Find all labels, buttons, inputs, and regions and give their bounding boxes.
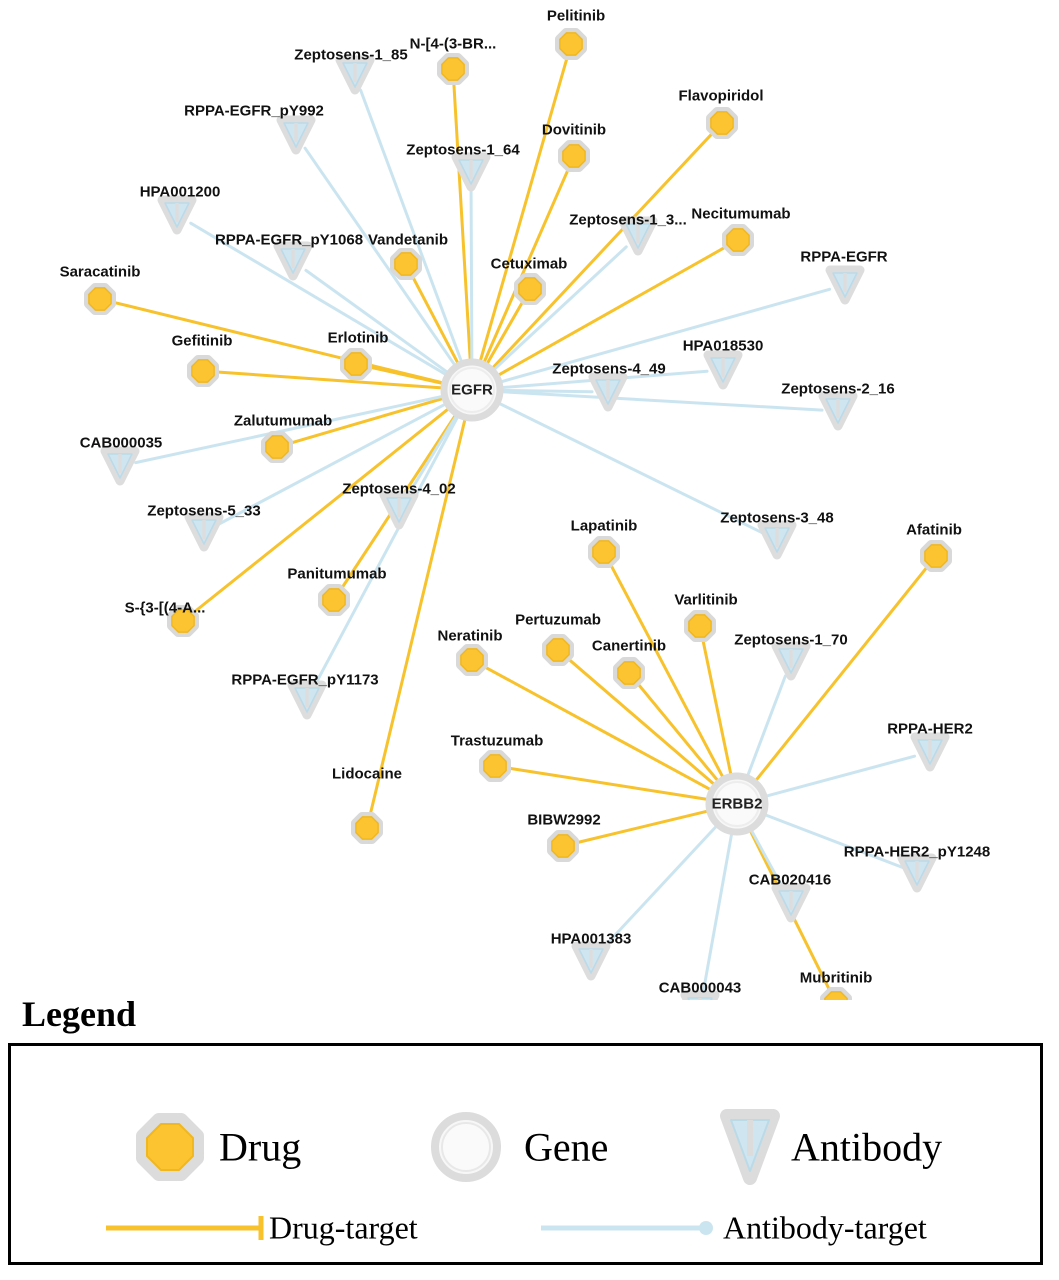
- antibody-node[interactable]: [708, 355, 738, 385]
- drug-label: Vandetanib: [367, 231, 449, 249]
- drug-node[interactable]: [355, 816, 379, 840]
- antibody-node[interactable]: [292, 685, 322, 715]
- antibody-node[interactable]: [776, 888, 806, 918]
- drug-node[interactable]: [265, 435, 289, 459]
- drug-label: Erlotinib: [327, 329, 389, 347]
- drug-label: Cetuximab: [490, 255, 568, 273]
- drug-label: Canertinib: [591, 637, 667, 655]
- legend-label-drug: Drug: [219, 1124, 302, 1170]
- antibody-node[interactable]: [162, 200, 192, 230]
- antibody-label: Zeptosens-4_02: [342, 480, 456, 498]
- drug-node[interactable]: [559, 32, 583, 56]
- drug-node[interactable]: [322, 588, 346, 612]
- edge-antibody-2: [471, 188, 472, 360]
- drug-label: N-[4-(3-BR...: [409, 35, 497, 53]
- antibody-node[interactable]: [762, 525, 792, 555]
- antibody-label: Zeptosens-3_48: [720, 509, 834, 527]
- drug-node[interactable]: [191, 359, 215, 383]
- drug-body: [689, 615, 711, 637]
- legend-label-drug-target: Drug-target: [269, 1209, 418, 1246]
- drug-node[interactable]: [518, 277, 542, 301]
- drug-body: [395, 253, 417, 275]
- drug-body: [484, 755, 506, 777]
- edge-drug-11: [756, 568, 926, 780]
- drug-body: [266, 436, 288, 458]
- antibody-label: CAB000043: [658, 979, 742, 997]
- drug-body: [618, 662, 640, 684]
- drug-node[interactable]: [726, 228, 750, 252]
- antibody-label: Zeptosens-5_33: [147, 502, 261, 520]
- drug-label: Pelitinib: [546, 7, 606, 25]
- drug-label: Pertuzumab: [515, 611, 601, 629]
- edge-drug-13: [703, 642, 731, 775]
- drug-body: [727, 229, 749, 251]
- drug-body: [925, 545, 947, 567]
- drug-label: Panitumumab: [287, 565, 387, 583]
- drug-node[interactable]: [551, 834, 575, 858]
- antibody-label: CAB000035: [79, 434, 163, 452]
- antibody-label: RPPA-EGFR_pY992: [184, 102, 324, 120]
- antibody-label: Zeptosens-1_70: [734, 631, 848, 649]
- antibody-node[interactable]: [384, 495, 414, 525]
- legend-label-antibody: Antibody: [791, 1124, 943, 1170]
- legend-drug-icon: [143, 1120, 197, 1174]
- drug-body: [345, 353, 367, 375]
- drug-node[interactable]: [546, 638, 570, 662]
- drug-label: Lidocaine: [331, 765, 403, 783]
- antibody-node[interactable]: [281, 120, 311, 150]
- antibody-node[interactable]: [902, 858, 932, 888]
- edge-antibody-9: [502, 392, 822, 410]
- drug-label: BIBW2992: [527, 811, 601, 829]
- antibody-label: CAB020416: [748, 871, 832, 889]
- drug-label: Trastuzumab: [450, 732, 544, 750]
- drug-node[interactable]: [88, 287, 112, 311]
- edge-layer: [116, 59, 926, 994]
- drug-node[interactable]: [483, 754, 507, 778]
- drug-body: [560, 33, 582, 55]
- antibody-label: RPPA-EGFR: [800, 248, 888, 266]
- drug-node[interactable]: [460, 648, 484, 672]
- drug-label: Afatinib: [906, 521, 962, 539]
- drug-label: Varlitinib: [674, 591, 738, 609]
- antibody-node[interactable]: [105, 451, 135, 481]
- drug-node[interactable]: [394, 252, 418, 276]
- drug-body: [552, 835, 574, 857]
- gene-label-erbb2: ERBB2: [711, 795, 763, 813]
- legend-antibody-icon: [727, 1116, 773, 1178]
- antibody-node[interactable]: [340, 60, 370, 90]
- antibody-node[interactable]: [576, 946, 606, 976]
- legend-drug-target-edge: [106, 1216, 261, 1240]
- legend-antibody-target-edge: [541, 1221, 713, 1235]
- antibody-label: RPPA-HER2_pY1248: [843, 843, 991, 861]
- edge-antibody-20: [703, 834, 732, 995]
- edge-antibody-16: [766, 756, 915, 796]
- antibody-label: Zeptosens-1_3...: [569, 211, 687, 229]
- antibody-label: HPA018530: [682, 337, 764, 355]
- antibody-node[interactable]: [278, 246, 308, 276]
- legend-label-gene: Gene: [524, 1124, 609, 1170]
- legend-label-antibody-target: Antibody-target: [723, 1209, 927, 1246]
- drug-body: [89, 288, 111, 310]
- antibody-node[interactable]: [593, 377, 623, 407]
- drug-node[interactable]: [924, 544, 948, 568]
- edge-drug-17: [639, 685, 718, 781]
- drug-node[interactable]: [688, 614, 712, 638]
- antibody-node[interactable]: [189, 517, 219, 547]
- antibody-node[interactable]: [915, 737, 945, 767]
- antibody-label: RPPA-EGFR_pY1173: [231, 671, 379, 689]
- legend-gene-icon: [435, 1116, 497, 1178]
- drug-label: Flavopiridol: [678, 87, 764, 105]
- antibody-label: Zeptosens-2_16: [781, 380, 895, 398]
- drug-label: Necitumumab: [691, 205, 791, 223]
- drug-node[interactable]: [710, 111, 734, 135]
- drug-label: Saracatinib: [59, 263, 141, 281]
- drug-label: Neratinib: [437, 627, 503, 645]
- drug-body: [192, 360, 214, 382]
- drug-label: Mubritinib: [799, 969, 873, 987]
- legend-box: [8, 1043, 1043, 1265]
- edge-antibody-14: [748, 676, 786, 776]
- drug-label: S-{3-[(4-A...: [124, 599, 206, 617]
- antibody-label: RPPA-HER2: [887, 720, 973, 738]
- antibody-label: HPA001200: [139, 183, 221, 201]
- drug-body: [461, 649, 483, 671]
- drug-body: [519, 278, 541, 300]
- gene-label-egfr: EGFR: [451, 381, 493, 399]
- drug-body: [442, 58, 464, 80]
- drug-body: [323, 589, 345, 611]
- drug-node[interactable]: [824, 991, 848, 1000]
- antibody-node[interactable]: [823, 396, 853, 426]
- drug-node[interactable]: [592, 540, 616, 564]
- drug-label: Zalutumumab: [233, 412, 333, 430]
- edge-drug-1: [454, 85, 470, 360]
- drug-node[interactable]: [617, 661, 641, 685]
- edge-drug-8: [372, 367, 443, 383]
- drug-body: [356, 817, 378, 839]
- antibody-label: Zeptosens-1_64: [406, 141, 520, 159]
- antibody-node[interactable]: [776, 646, 806, 676]
- drug-body: [563, 145, 585, 167]
- drug-label: Dovitinib: [541, 121, 607, 139]
- drug-node[interactable]: [562, 144, 586, 168]
- legend-title: Legend: [22, 994, 137, 1034]
- drug-body: [593, 541, 615, 563]
- drug-body: [711, 112, 733, 134]
- antibody-label: Zeptosens-1_85: [294, 46, 408, 64]
- drug-label: Gefitinib: [171, 332, 233, 350]
- drug-node[interactable]: [344, 352, 368, 376]
- antibody-node[interactable]: [830, 270, 860, 300]
- antibody-label: Zeptosens-4_49: [552, 360, 666, 378]
- drug-node[interactable]: [441, 57, 465, 81]
- antibody-label: RPPA-EGFR_pY1068: [214, 231, 364, 249]
- drug-label: Lapatinib: [570, 517, 638, 535]
- antibody-label: HPA001383: [550, 930, 632, 948]
- drug-body: [547, 639, 569, 661]
